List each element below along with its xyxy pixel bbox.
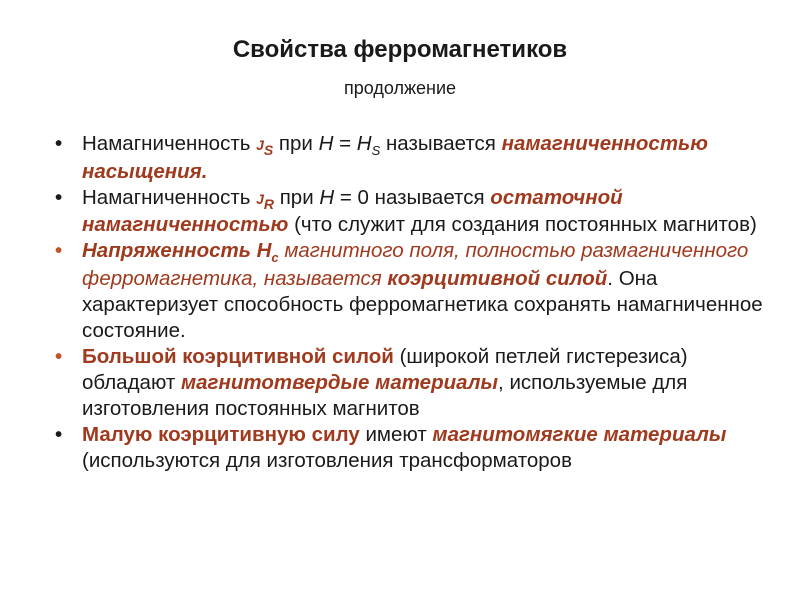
list-item xyxy=(50,238,770,344)
emphasis-term: Малую коэрцитивную силу xyxy=(82,423,360,446)
symbol-j: J xyxy=(256,191,264,207)
text-span: = 0 называется xyxy=(334,186,491,209)
symbol-h: H xyxy=(318,132,334,155)
bullet-marker: • xyxy=(55,186,63,209)
text-span: = xyxy=(333,132,357,155)
list-item xyxy=(50,131,770,185)
bullet-marker: • xyxy=(55,423,63,446)
symbol-j: J xyxy=(256,137,264,153)
emphasis-term: коэрцитивной силой xyxy=(387,267,608,290)
text-span: (широкой петлей гистерезиса) обладают xyxy=(82,345,688,394)
text-span: . Она характеризует способность ферромагнетика сохранять намагниченное состояние. xyxy=(82,267,763,342)
slide-subtitle: продолжение xyxy=(343,78,457,98)
emphasis-term: магнитотвердые материалы xyxy=(180,371,499,394)
text-span: имеют xyxy=(359,423,433,446)
text-span: называется xyxy=(380,132,502,155)
symbol-subscript: S xyxy=(263,142,274,158)
text-span: при xyxy=(273,132,319,155)
list-item xyxy=(50,344,770,422)
symbol-subscript: R xyxy=(263,196,275,212)
symbol-subscript: c xyxy=(271,250,279,265)
list-item xyxy=(50,185,770,238)
list-item xyxy=(50,422,770,474)
symbol-subscript: S xyxy=(371,143,381,158)
emphasis-term: намагниченностью насыщения. xyxy=(82,132,708,183)
emphasis-term: Большой коэрцитивной силой xyxy=(82,345,394,368)
emphasis-term: Напряженность H xyxy=(82,239,272,262)
emphasis-term: остаточной намагниченностью xyxy=(82,186,623,236)
text-span: Намагниченность xyxy=(82,132,257,155)
text-span: Намагниченность xyxy=(82,186,257,209)
bullet-marker: • xyxy=(55,345,63,368)
italic-text: магнитного поля, полностью размагниченного ферромагнетика, называется xyxy=(82,239,749,290)
slide-title: Свойства ферромагнетиков xyxy=(232,36,568,63)
emphasis-term: магнитомягкие материалы xyxy=(432,423,727,446)
text-span: , используемые для изготовления постоянных магнитов xyxy=(82,371,688,420)
text-span: (используются для изготовления трансформаторов xyxy=(82,449,572,472)
text-span: при xyxy=(274,186,320,209)
bullet-list xyxy=(50,131,770,474)
symbol-h: H xyxy=(319,186,335,209)
symbol-h: H xyxy=(356,132,372,155)
text-span: (что служит для создания постоянных магнитов) xyxy=(288,213,757,236)
bullet-marker: • xyxy=(55,132,63,155)
bullet-marker: • xyxy=(55,239,63,262)
